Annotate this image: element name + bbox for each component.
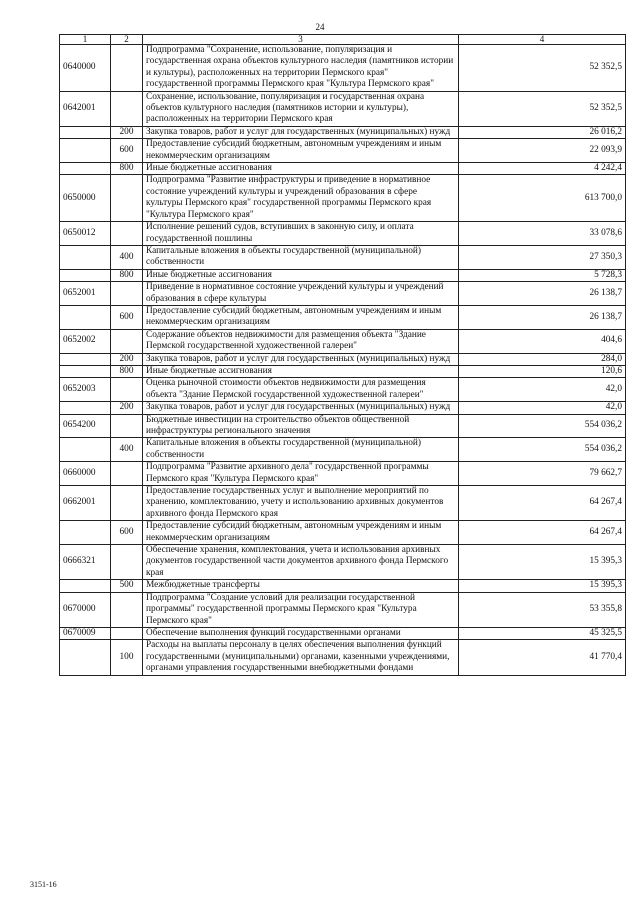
row-amount-cell: 4 242,4 [459,163,626,175]
table-row [60,163,626,175]
row-name-cell: Обеспечение хранения, комплектования, учета и использования архивных документов государственной части документов архивного фонда Пермского края [143,545,459,580]
row-amount-cell: 42,0 [459,402,626,414]
row-expense-type-cell: 600 [111,305,143,329]
table-row [60,521,626,545]
row-expense-type-cell: 200 [111,353,143,365]
row-code-cell [60,126,111,138]
row-expense-type-cell: 600 [111,521,143,545]
row-name-cell: Приведение в нормативное состояние учреждений культуры и учреждений образования в сфере культуры [143,282,459,306]
row-code-cell [60,521,111,545]
row-code-cell: 0666321 [60,545,111,580]
table-row [60,329,626,353]
table-row [60,640,626,675]
row-amount-cell: 554 036,2 [459,438,626,462]
row-amount-cell: 27 350,3 [459,245,626,269]
row-name-cell: Иные бюджетные ассигнования [143,269,459,281]
row-code-cell [60,365,111,377]
table-row [60,580,626,592]
row-expense-type-cell [111,545,143,580]
header-row [60,35,626,45]
row-amount-cell: 52 352,5 [459,91,626,126]
row-amount-cell: 613 700,0 [459,175,626,222]
row-name-cell: Обеспечение выполнения функций государственными органами [143,627,459,639]
row-expense-type-cell: 800 [111,163,143,175]
row-expense-type-cell [111,329,143,353]
row-expense-type-cell: 500 [111,580,143,592]
table-row [60,378,626,402]
row-code-cell: 0652001 [60,282,111,306]
row-amount-cell: 22 093,9 [459,139,626,163]
row-expense-type-cell: 200 [111,402,143,414]
table-row [60,269,626,281]
row-name-cell: Подпрограмма "Сохранение, использование, популяризация и государственная охрана объектов культурного наследия (памятников истории и культуры), расположенных на территории Пермского края" государственной программы Пермского края "Культура Пермского края" [143,45,459,92]
table-row [60,545,626,580]
row-amount-cell: 15 395,3 [459,545,626,580]
row-amount-cell: 53 355,8 [459,592,626,627]
row-amount-cell: 5 728,3 [459,269,626,281]
row-code-cell [60,269,111,281]
table-row [60,486,626,521]
row-code-cell: 0642001 [60,91,111,126]
row-code-cell: 0652003 [60,378,111,402]
row-expense-type-cell: 400 [111,245,143,269]
row-name-cell: Закупка товаров, работ и услуг для государственных (муниципальных) нужд [143,353,459,365]
row-name-cell: Иные бюджетные ассигнования [143,365,459,377]
row-code-cell [60,402,111,414]
row-expense-type-cell [111,175,143,222]
table-row [60,353,626,365]
row-name-cell: Исполнение решений судов, вступивших в законную силу, и оплата государственной пошлины [143,222,459,246]
row-amount-cell: 15 395,3 [459,580,626,592]
row-expense-type-cell: 100 [111,640,143,675]
row-amount-cell: 79 662,7 [459,462,626,486]
row-expense-type-cell [111,627,143,639]
table-row [60,365,626,377]
row-name-cell: Предоставление субсидий бюджетным, автономным учреждениям и иным некоммерческим организациям [143,139,459,163]
table-row [60,462,626,486]
row-expense-type-cell [111,222,143,246]
header-col-2: 2 [111,35,143,45]
table-row [60,627,626,639]
row-name-cell: Содержание объектов недвижимости для размещения объекта "Здание Пермской государственной художественной галереи" [143,329,459,353]
row-expense-type-cell [111,91,143,126]
table-row [60,305,626,329]
row-code-cell [60,139,111,163]
row-expense-type-cell: 600 [111,139,143,163]
row-code-cell: 0660000 [60,462,111,486]
row-code-cell [60,438,111,462]
row-code-cell [60,305,111,329]
row-code-cell [60,245,111,269]
row-amount-cell: 45 325,5 [459,627,626,639]
row-name-cell: Предоставление субсидий бюджетным, автономным учреждениям и иным некоммерческим организациям [143,305,459,329]
row-name-cell: Предоставление субсидий бюджетным, автономным учреждениям и иным некоммерческим организациям [143,521,459,545]
row-code-cell: 0654200 [60,414,111,438]
table-row [60,91,626,126]
row-code-cell [60,353,111,365]
row-amount-cell: 554 036,2 [459,414,626,438]
table-row [60,139,626,163]
row-code-cell: 0670009 [60,627,111,639]
row-amount-cell: 26 138,7 [459,282,626,306]
row-code-cell [60,580,111,592]
row-code-cell [60,640,111,675]
row-code-cell: 0640000 [60,45,111,92]
row-name-cell: Подпрограмма "Развитие архивного дела" государственной программы Пермского края "Культура Пермского края" [143,462,459,486]
table-row [60,245,626,269]
table-row [60,438,626,462]
row-amount-cell: 26 138,7 [459,305,626,329]
row-expense-type-cell: 200 [111,126,143,138]
header-col-1: 1 [60,35,111,45]
row-name-cell: Капитальные вложения в объекты государственной (муниципальной) собственности [143,438,459,462]
row-amount-cell: 404,6 [459,329,626,353]
row-name-cell: Оценка рыночной стоимости объектов недвижимости для размещения объекта "Здание Пермской государственной художественной галереи" [143,378,459,402]
row-code-cell [60,163,111,175]
row-amount-cell: 52 352,5 [459,45,626,92]
row-code-cell: 0662001 [60,486,111,521]
row-name-cell: Расходы на выплаты персоналу в целях обеспечения выполнения функций государственными (муниципальными) органами, казенными учреждениями, органами управления государственными внебюджетными фондами [143,640,459,675]
table-row [60,592,626,627]
row-name-cell: Сохранение, использование, популяризация и государственная охрана объектов культурного наследия (памятников истории и культуры), расположенных на территории Пермского края [143,91,459,126]
table-row [60,126,626,138]
row-name-cell: Подпрограмма "Развитие инфраструктуры и приведение в нормативное состояние учреждений культуры и учреждений образования в сфере культуры Пермского края" государственной программы Пермского края "Культура Пермского края" [143,175,459,222]
row-name-cell: Предоставление государственных услуг и выполнение мероприятий по хранению, комплектованию, учету и использованию архивных документов архивного фонда Пермского края [143,486,459,521]
row-amount-cell: 41 770,4 [459,640,626,675]
table-row [60,222,626,246]
row-name-cell: Межбюджетные трансферты [143,580,459,592]
row-name-cell: Бюджетные инвестиции на строительство объектов общественной инфраструктуры регионального значения [143,414,459,438]
row-expense-type-cell [111,486,143,521]
row-name-cell: Капитальные вложения в объекты государственной (муниципальной) собственности [143,245,459,269]
row-expense-type-cell [111,462,143,486]
row-code-cell: 0652002 [60,329,111,353]
table-row [60,282,626,306]
row-amount-cell: 64 267,4 [459,521,626,545]
row-name-cell: Закупка товаров, работ и услуг для государственных (муниципальных) нужд [143,126,459,138]
row-code-cell: 0650000 [60,175,111,222]
budget-table [59,34,626,676]
header-col-4: 4 [459,35,626,45]
row-name-cell: Закупка товаров, работ и услуг для государственных (муниципальных) нужд [143,402,459,414]
page-number: 24 [315,22,325,32]
row-amount-cell: 26 016,2 [459,126,626,138]
row-expense-type-cell [111,45,143,92]
row-amount-cell: 284,0 [459,353,626,365]
table-body [60,45,626,676]
row-code-cell: 0670000 [60,592,111,627]
row-expense-type-cell [111,282,143,306]
row-expense-type-cell [111,414,143,438]
header-col-3: 3 [143,35,459,45]
table-row [60,414,626,438]
table-row [60,175,626,222]
row-expense-type-cell: 800 [111,365,143,377]
row-expense-type-cell [111,378,143,402]
row-name-cell: Подпрограмма "Создание условий для реализации государственной программы" государственной программы Пермского края "Культура Пермского края" [143,592,459,627]
document-code: 3151-16 [30,880,57,889]
row-code-cell: 0650012 [60,222,111,246]
row-expense-type-cell [111,592,143,627]
row-name-cell: Иные бюджетные ассигнования [143,163,459,175]
row-amount-cell: 120,6 [459,365,626,377]
row-amount-cell: 33 078,6 [459,222,626,246]
row-amount-cell: 42,0 [459,378,626,402]
row-amount-cell: 64 267,4 [459,486,626,521]
table-row [60,402,626,414]
row-expense-type-cell: 400 [111,438,143,462]
table-row [60,45,626,92]
row-expense-type-cell: 800 [111,269,143,281]
